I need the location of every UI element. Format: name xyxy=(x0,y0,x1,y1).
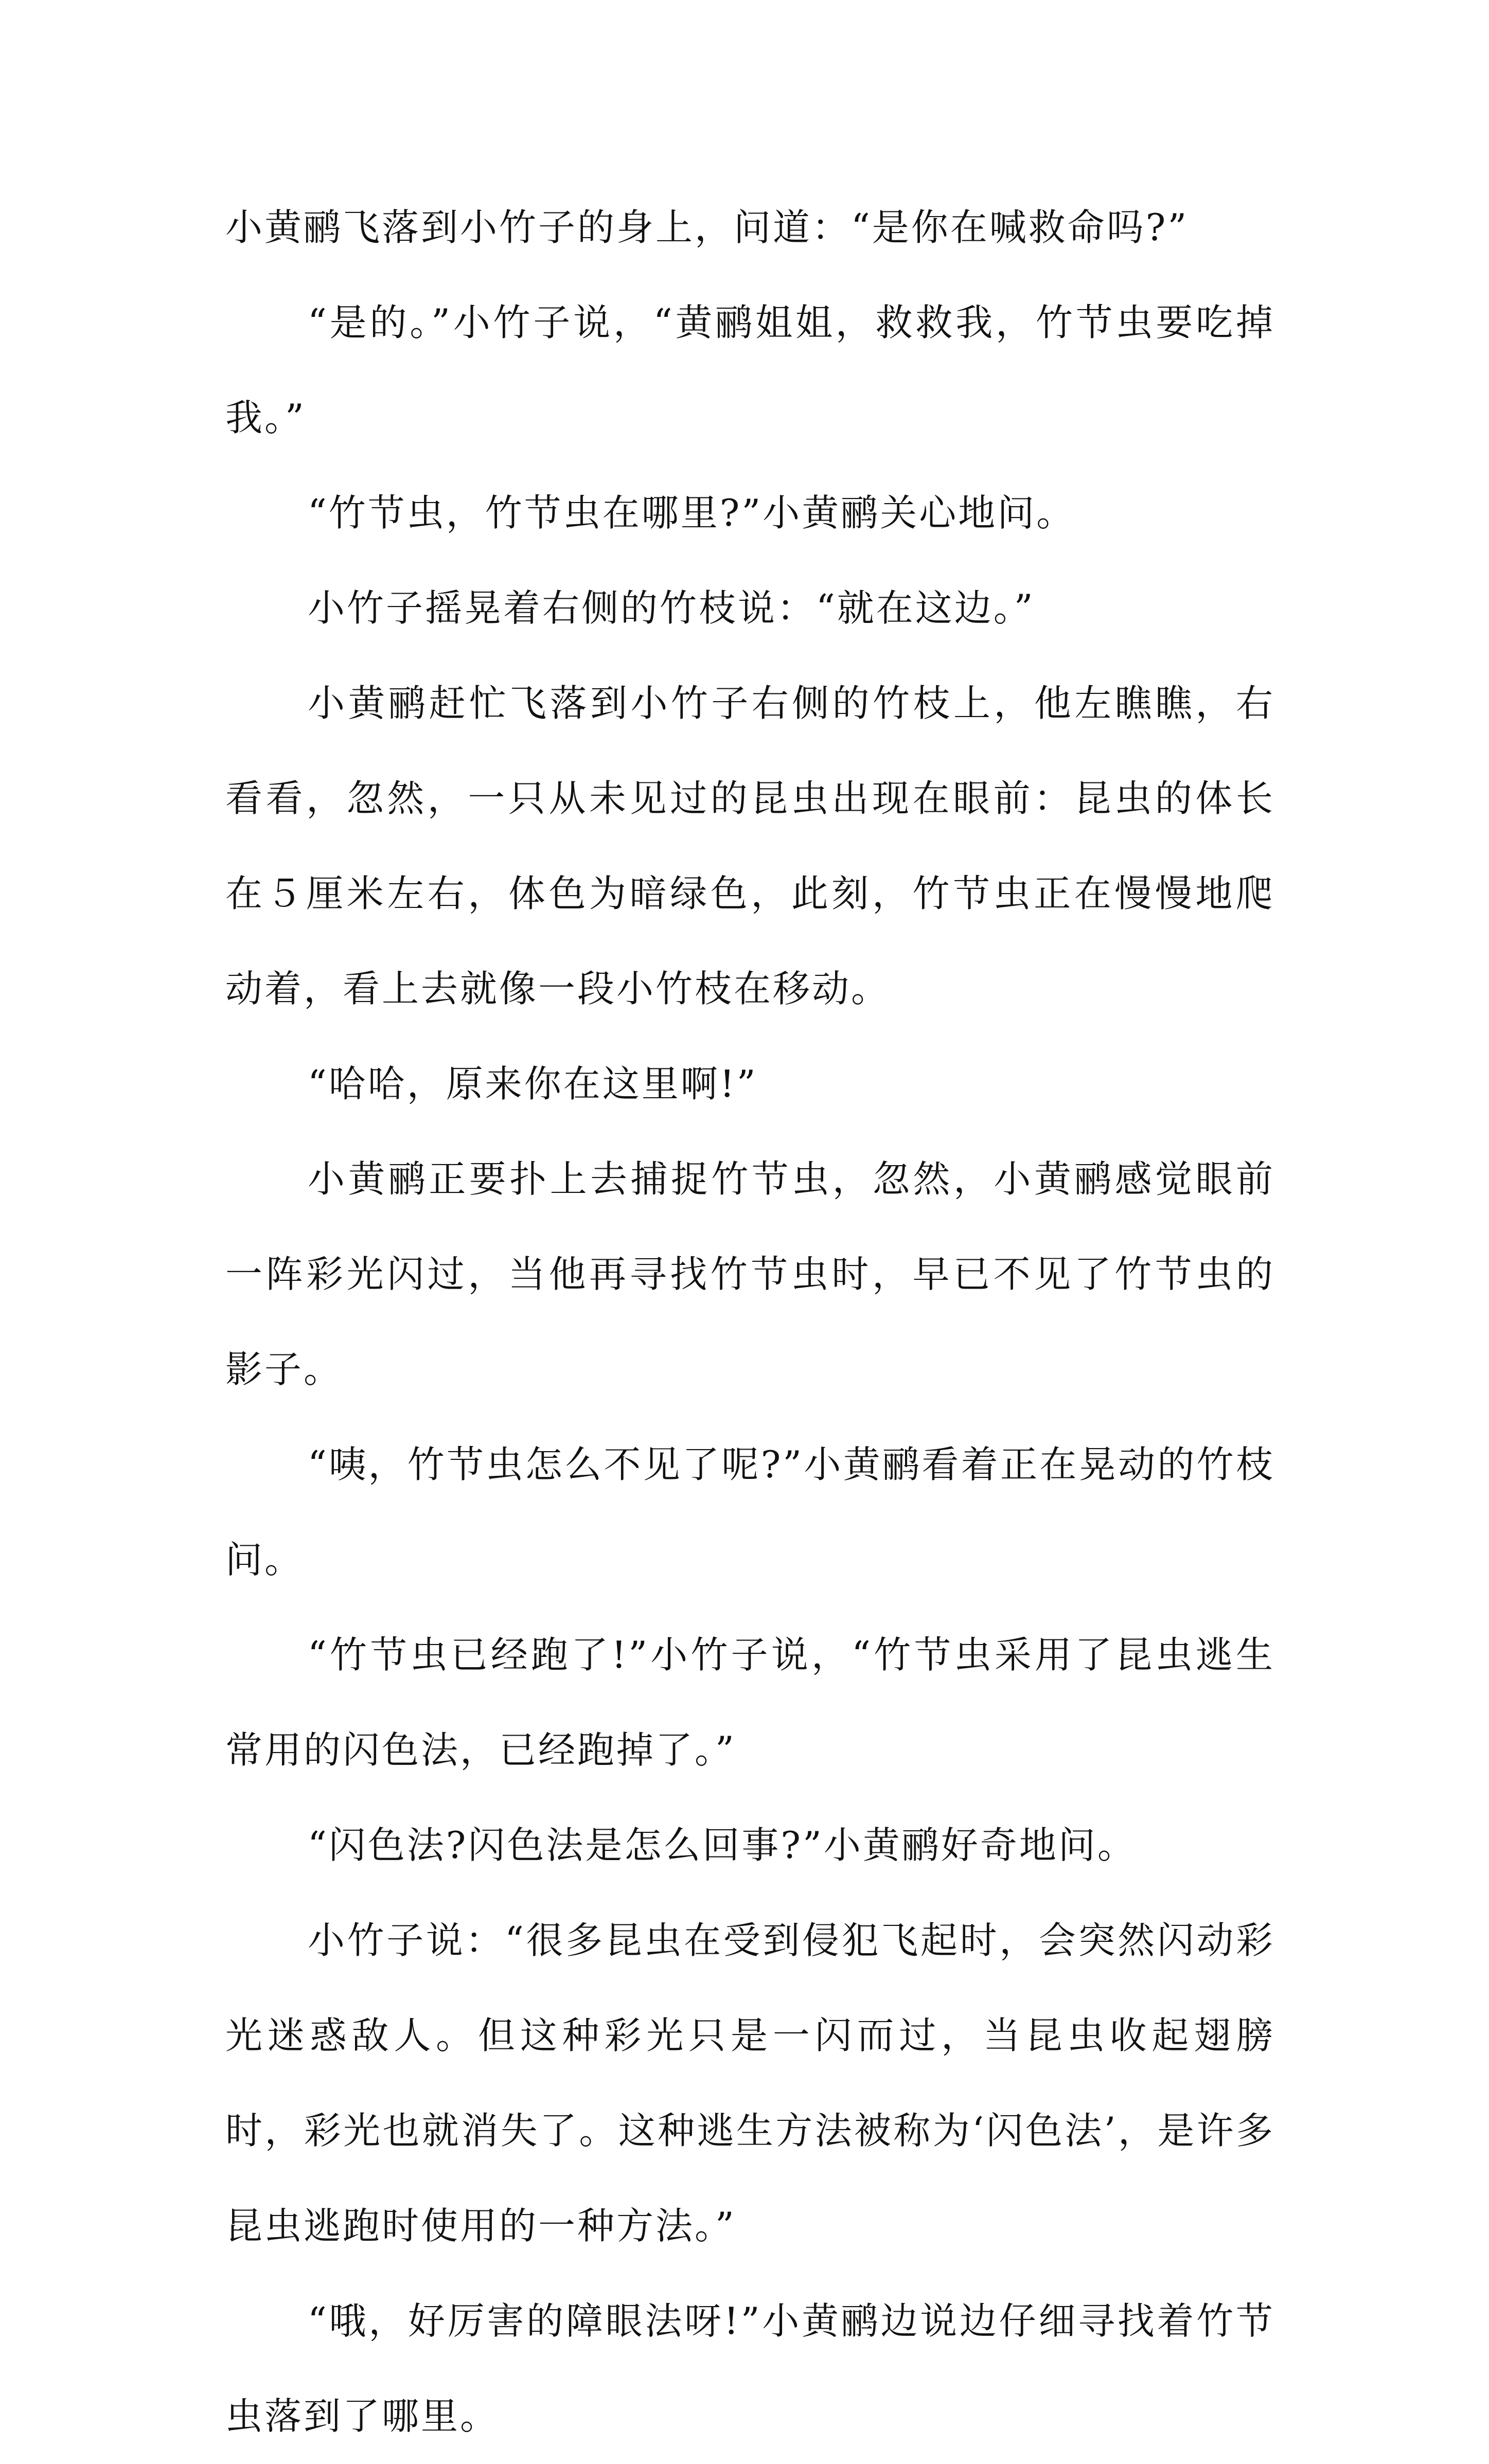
paragraph: 小黄鹂赶忙飞落到小竹子右侧的竹枝上，他左瞧瞧，右看看，忽然，一只从未见过的昆虫出现在眼前：昆虫的体长在５厘米左右，体色为暗绿色，此刻，竹节虫正在慢慢地爬动着，看上去就像一段小竹枝在移动。 xyxy=(225,682,1275,1010)
paragraph: “竹节虫已经跑了!”小竹子说，“竹节虫采用了昆虫逃生常用的闪色法，已经跑掉了。” xyxy=(225,1633,1275,1772)
paragraph: “哦，好厉害的障眼法呀!”小黄鹂边说边仔细寻找着竹节虫落到了哪里。 xyxy=(225,2299,1275,2438)
story-text xyxy=(225,180,1275,2464)
paragraph: 小黄鹂飞落到小竹子的身上，问道：“是你在喊救命吗?” xyxy=(225,206,1189,249)
paragraph: “竹节虫，竹节虫在哪里?”小黄鹂关心地问。 xyxy=(308,491,1076,534)
paragraph: “哈哈，原来你在这里啊!” xyxy=(308,1062,758,1105)
paragraph: 小黄鹂正要扑上去捕捉竹节虫，忽然，小黄鹂感觉眼前一阵彩光闪过，当他再寻找竹节虫时，早已不见了竹节虫的影子。 xyxy=(225,1157,1275,1391)
paragraph: “闪色法?闪色法是怎么回事?”小黄鹂好奇地问。 xyxy=(308,1824,1137,1867)
paragraph: 小竹子摇晃着右侧的竹枝说：“就在这边。” xyxy=(308,586,1035,630)
paragraph: 小竹子说：“很多昆虫在受到侵犯飞起时，会突然闪动彩光迷惑敌人。但这种彩光只是一闪而过，当昆虫收起翅膀时，彩光也就消失了。这种逃生方法被称为‘闪色法’，是许多昆虫逃跑时使用的一种方法。” xyxy=(225,1919,1275,2247)
paragraph: “是的。”小竹子说，“黄鹂姐姐，救救我，竹节虫要吃掉我。” xyxy=(225,301,1275,439)
paragraph: “咦，竹节虫怎么不见了呢?”小黄鹂看着正在晃动的竹枝问。 xyxy=(225,1443,1275,1581)
